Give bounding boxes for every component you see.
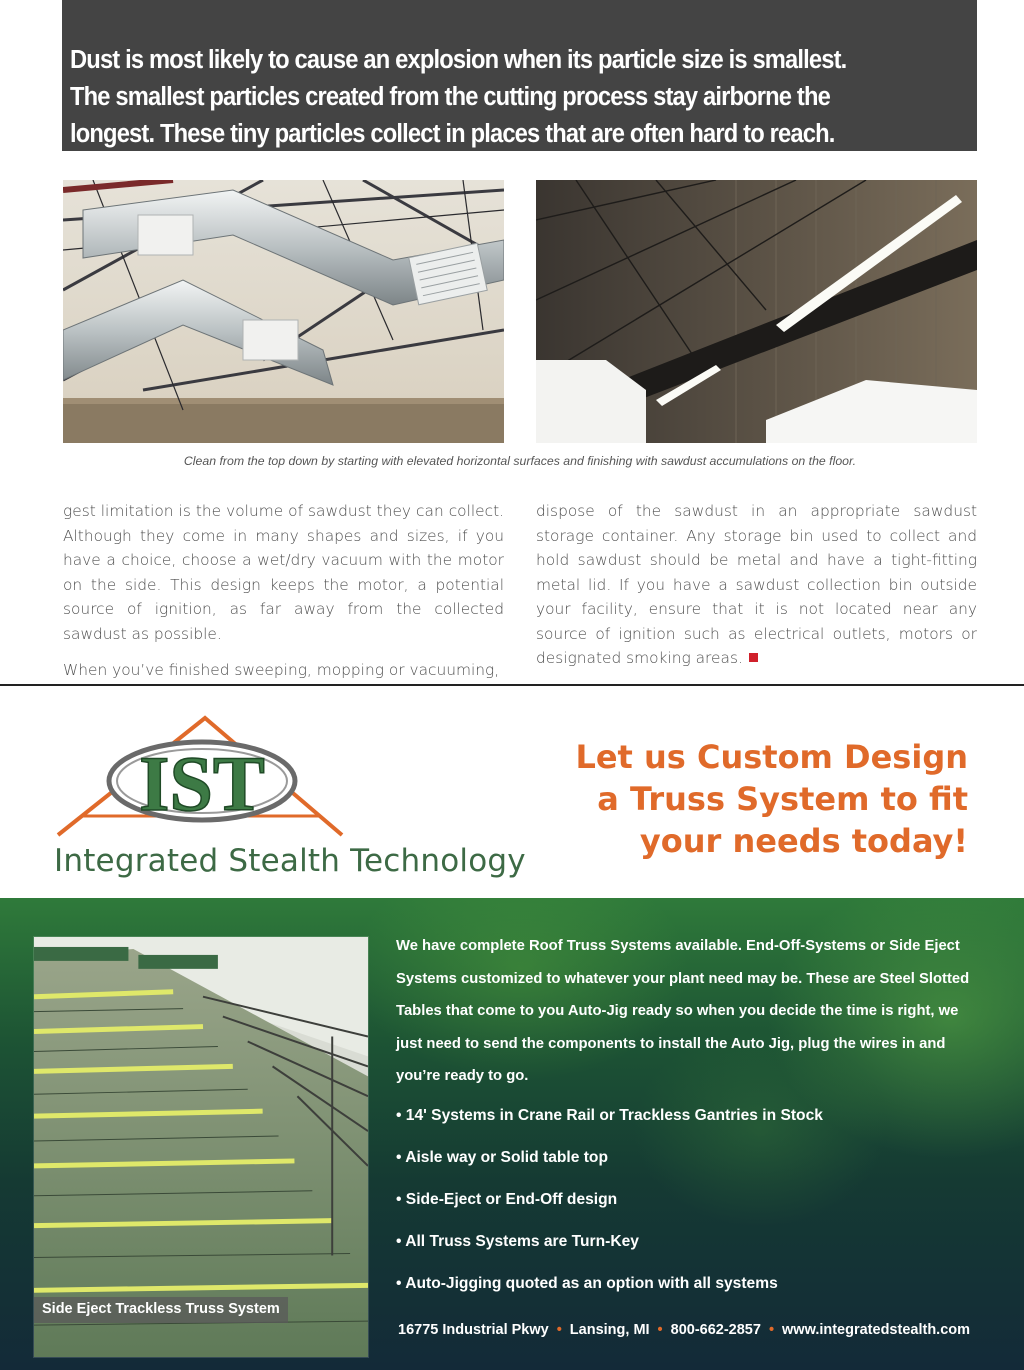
brand-name: Integrated Stealth Technology [54,843,526,879]
article-paragraph-text: dispose of the sawdust in an appropriate sawdust storage container. Any storage bin used to collect and hold sawdust should be metal and have a tight-fitting metal lid. If you have a sawdust collection bin outside your facility, ensure that it is not located near any source of ignition such as electrical outlets, motors or designated smoking areas. [536,502,977,667]
contact-separator: • [556,1322,562,1338]
contact-city: Lansing, MI [569,1322,650,1338]
contact-separator: • [768,1322,775,1338]
pull-quote-box [62,0,977,151]
article-column-left [63,499,504,695]
end-of-article-mark [749,653,758,662]
article-paragraph: When you’ve finished sweeping, mopping or vacuuming, [63,661,500,679]
contact-website: www.integratedstealth.com [782,1322,971,1338]
pull-quote-text: Dust is most likely to cause an explosion when its particle size is smallest. The smallest particles created from the cutting process stay airborne the longest. These tiny particles collect in places that are often hard to reach. [70,46,847,148]
photo-caption: Clean from the top down by starting with elevated horizontal surfaces and finishing with sawdust accumulations on the floor. [183,454,857,468]
contact-line [398,1322,970,1338]
logo-letters: IST [139,740,265,827]
ad-headline: Let us Custom Design a Truss System to fit your needs today! [575,738,968,860]
ad-panel [0,898,1024,1370]
article-column-right [536,499,977,683]
ceiling-lights-photo [536,180,977,443]
feature-item: • Aisle way or Solid table top [396,1149,608,1166]
feature-item: • Side-Eject or End-Off design [396,1191,618,1208]
ductwork-photo [63,180,504,443]
contact-phone: 800-662-2857 [670,1322,761,1338]
feature-item: • Auto-Jigging quoted as an option with all systems [396,1275,778,1292]
contact-address: 16775 Industrial Pkwy [398,1322,549,1338]
article-paragraph [536,499,977,671]
truss-system-photo [33,936,369,1358]
photo-label: Side Eject Trackless Truss System [34,1297,288,1323]
section-divider [0,684,1024,686]
feature-list [396,1101,823,1311]
article-paragraph: gest limitation is the volume of sawdust they can collect. Although they come in many shapes and sizes, if you have a choice, choose a wet/dry vacuum with the motor on the side. This design keeps the motor, a potential source of ignition, as far away from the collected sawdust as possible. [63,502,504,643]
feature-item: • 14' Systems in Crane Rail or Trackless Gantries in Stock [396,1107,823,1124]
ad-intro-text: We have complete Roof Truss Systems available. End-Off-Systems or Side Eject Systems customized to whatever your plant need may be. These are Steel Slotted Tables that come to you Auto-Jig ready so when you decide the time is right, we just need to send the components to install the Auto Jig, plug the wires in and you’re ready to go. [396,938,970,1084]
feature-item: • All Truss Systems are Turn-Key [396,1233,639,1250]
contact-separator: • [657,1322,663,1338]
